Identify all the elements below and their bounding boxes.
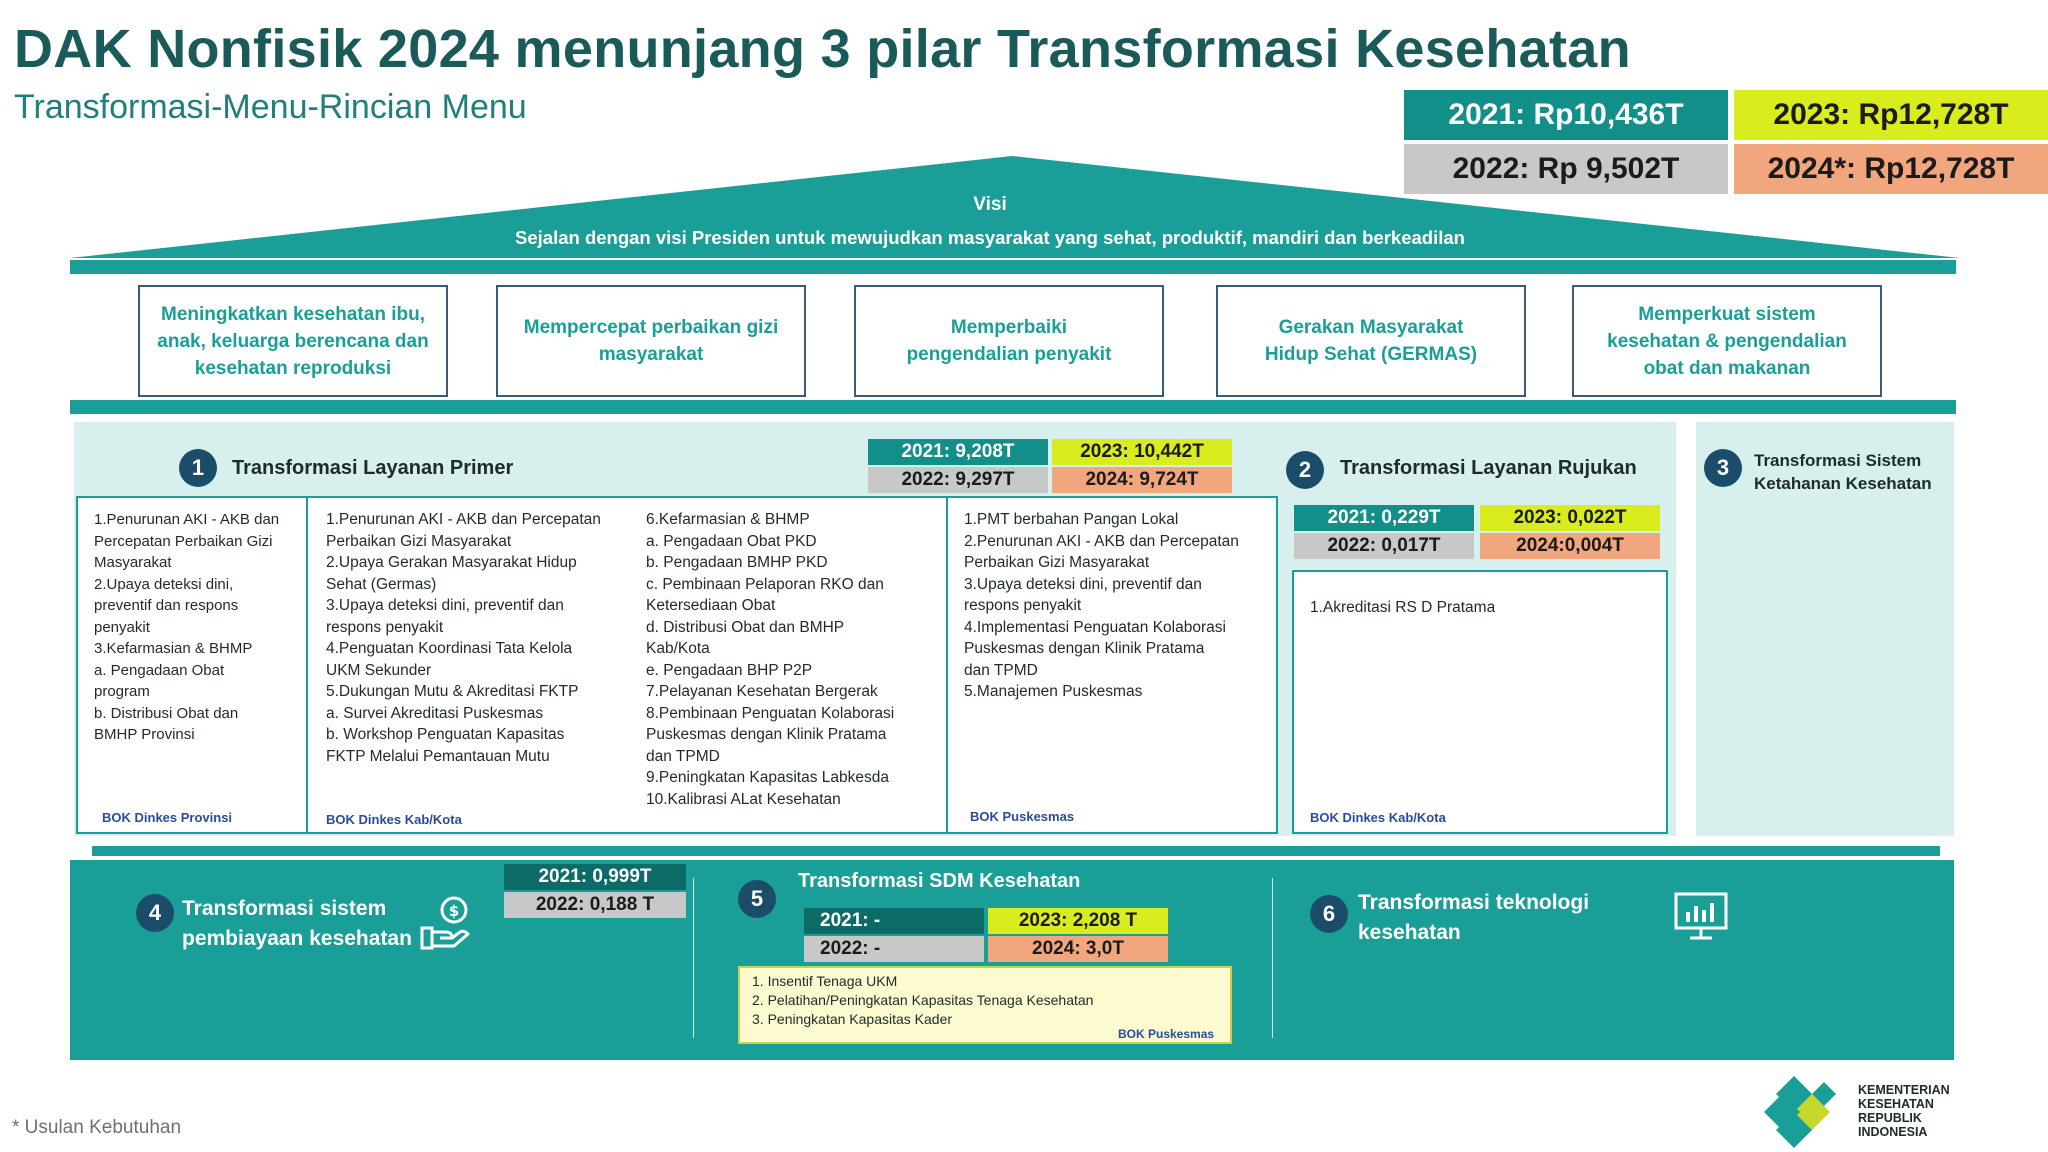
pillar1-budget-2024: 2024: 9,724T	[1052, 467, 1232, 493]
pillar4-title-line: Transformasi sistem	[182, 897, 387, 920]
page-subtitle: Transformasi-Menu-Rincian Menu	[14, 88, 527, 126]
pillar1-budget-2022: 2022: 9,297T	[868, 467, 1048, 493]
goal-line: Memperbaiki	[950, 317, 1068, 338]
bottom-band-line	[92, 846, 1940, 856]
goal-line: kesehatan & pengendalian	[1607, 330, 1847, 352]
goal-line: Hidup Sehat (GERMAS)	[1264, 344, 1478, 365]
list-item: 2.Upaya Gerakan Masyarakat Hidup	[326, 554, 577, 571]
total-2021: 2021: Rp10,436T	[1404, 90, 1728, 140]
floor-band	[70, 400, 1956, 414]
total-2024: 2024*: Rp12,728T	[1734, 144, 2048, 194]
goal-pengendalian-penyakit	[854, 285, 1164, 397]
goal-line: Memperkuat sistem	[1638, 303, 1816, 325]
goal-line: Gerakan Masyarakat	[1278, 317, 1464, 338]
pillar1-budget-2021: 2021: 9,208T	[868, 439, 1048, 465]
list-item: respons penyakit	[964, 597, 1082, 614]
pillar1-col2-source: BOK Dinkes Kab/Kota	[326, 812, 462, 827]
list-item: respons penyakit	[326, 618, 444, 636]
list-item: BMHP Provinsi	[94, 726, 195, 743]
pillar2-list	[1310, 597, 1495, 619]
list-item: 1.PMT berbahan Pangan Lokal	[964, 511, 1179, 528]
list-item: Sehat (Germas)	[326, 575, 437, 593]
list-item: Kab/Kota	[646, 640, 710, 657]
list-item: UKM Sekunder	[326, 661, 432, 679]
goal-kesehatan-ibu-anak	[138, 285, 448, 397]
pillar4-budget-2022: 2022: 0,188 T	[504, 892, 686, 918]
list-item: 1.Penurunan AKI - AKB dan Percepatan	[326, 511, 601, 528]
pillar5-source: BOK Puskesmas	[1118, 1027, 1215, 1041]
pillar5-title: Transformasi SDM Kesehatan	[798, 870, 1081, 892]
goal-sistem-kesehatan	[1572, 285, 1882, 397]
goal-line: masyarakat	[598, 344, 704, 365]
list-item: 7.Pelayanan Kesehatan Bergerak	[646, 683, 878, 700]
pillar1-col2-list	[326, 509, 601, 767]
list-item: c. Pembinaan Pelaporan RKO dan	[646, 575, 884, 593]
list-item: 1.Akreditasi RS D Pratama	[1310, 599, 1496, 616]
pillar2-budget-2023: 2023: 0,022T	[1480, 505, 1660, 531]
goal-line: pengendalian penyakit	[906, 344, 1112, 365]
goal-line: Meningkatkan kesehatan ibu,	[161, 303, 425, 325]
total-2023: 2023: Rp12,728T	[1734, 90, 2048, 140]
monitor-chart-icon	[1672, 890, 1730, 942]
pillar1-col1-source: BOK Dinkes Provinsi	[102, 810, 233, 825]
pillar5-number: 5	[738, 880, 776, 918]
page-title: DAK Nonfisik 2024 menunjang 3 pilar Transformasi Kesehatan	[14, 19, 1631, 79]
pillar6-title-line: Transformasi teknologi	[1358, 891, 1590, 914]
pillar3-title-line: Ketahanan Kesehatan	[1754, 474, 1932, 493]
pillar4-title-line: pembiayaan kesehatan	[182, 927, 412, 950]
hand-money-icon	[418, 894, 474, 952]
pillar5-budget-2024: 2024: 3,0T	[988, 936, 1168, 962]
pillar6-number: 6	[1310, 895, 1348, 933]
goal-line: obat dan makanan	[1643, 357, 1811, 379]
pillar2-title: Transformasi Layanan Rujukan	[1340, 457, 1637, 479]
list-item: dan TPMD	[964, 661, 1038, 679]
list-item: 3.Kefarmasian & BHMP	[94, 640, 253, 657]
list-item: b. Workshop Penguatan Kapasitas	[326, 726, 565, 743]
kemenkes-logo-icon	[1764, 1068, 1854, 1150]
pillar1-col1-list	[94, 509, 279, 746]
list-item: Ketersediaan Obat	[646, 597, 776, 614]
pillar1-col4-list	[964, 509, 1239, 703]
logo-text-line: REPUBLIK	[1858, 1111, 1922, 1125]
list-item: Perbaikan Gizi Masyarakat	[964, 554, 1150, 571]
list-item: a. Survei Akreditasi Puskesmas	[326, 704, 544, 722]
pillar1-col4-source: BOK Puskesmas	[970, 809, 1075, 824]
list-item: program	[94, 683, 150, 700]
goal-germas	[1216, 285, 1526, 397]
goal-line: Mempercepat perbaikan gizi	[523, 317, 779, 338]
list-item: b. Distribusi Obat dan	[94, 704, 239, 722]
pillar4-number: 4	[136, 894, 174, 932]
list-item: Puskesmas dengan Klinik Pratama	[964, 640, 1205, 657]
pillar5-budget-2021: 2021: -	[804, 908, 984, 934]
list-item: a. Pengadaan Obat PKD	[646, 532, 817, 550]
goal-line: kesehatan reproduksi	[194, 357, 392, 379]
pillar1-number: 1	[179, 449, 217, 487]
footnote: * Usulan Kebutuhan	[12, 1117, 182, 1138]
pillar2-number: 2	[1286, 451, 1324, 489]
divider	[693, 878, 694, 1038]
pillar2-budget-2024: 2024:0,004T	[1480, 533, 1660, 559]
pillar2-budget-2022: 2022: 0,017T	[1294, 533, 1474, 559]
list-item: 3.Upaya deteksi dini, preventif dan	[964, 575, 1202, 593]
list-item: 2.Upaya deteksi dini,	[94, 575, 234, 593]
list-item: 5.Dukungan Mutu & Akreditasi FKTP	[326, 683, 579, 700]
logo-text-line: INDONESIA	[1858, 1125, 1928, 1139]
goal-line: anak, keluarga berencana dan	[157, 330, 429, 352]
pillar3-number: 3	[1704, 449, 1742, 487]
list-item: 9.Peningkatan Kapasitas Labkesda	[646, 769, 890, 786]
list-item: 1.Penurunan AKI - AKB dan	[94, 511, 280, 528]
list-item: 1. Insentif Tenaga UKM	[752, 973, 898, 989]
pillar3-title-line: Transformasi Sistem	[1754, 451, 1922, 470]
divider	[1272, 878, 1273, 1038]
pillar5-list	[752, 972, 1093, 1029]
list-item: Percepatan Perbaikan Gizi	[94, 532, 273, 550]
logo-text	[1858, 1083, 1950, 1139]
list-item: 3. Peningkatan Kapasitas Kader	[752, 1011, 953, 1027]
pillar2-source: BOK Dinkes Kab/Kota	[1310, 810, 1446, 825]
list-item: 10.Kalibrasi ALat Kesehatan	[646, 790, 841, 808]
list-item: FKTP Melalui Pemantauan Mutu	[326, 747, 550, 765]
goal-gizi	[496, 285, 806, 397]
logo-text-line: KESEHATAN	[1858, 1097, 1934, 1111]
list-item: e. Pengadaan BHP P2P	[646, 661, 813, 679]
list-item: dan TPMD	[646, 747, 720, 765]
list-item: 6.Kefarmasian & BHMP	[646, 511, 810, 528]
pillar3-title	[1754, 449, 1932, 495]
logo-text-line: KEMENTERIAN	[1858, 1083, 1950, 1097]
list-item: 4.Implementasi Penguatan Kolaborasi	[964, 618, 1226, 636]
total-2022: 2022: Rp 9,502T	[1404, 144, 1728, 194]
pillar5-budget-2023: 2023: 2,208 T	[988, 908, 1168, 934]
list-item: b. Pengadaan BMHP PKD	[646, 554, 828, 571]
pillar5-budget-2022: 2022: -	[804, 936, 984, 962]
pillar1-col3-list	[646, 509, 894, 810]
list-item: Puskesmas dengan Klinik Pratama	[646, 726, 887, 743]
list-item: 2. Pelatihan/Peningkatan Kapasitas Tenaga Kesehatan	[752, 992, 1094, 1008]
list-item: Masyarakat	[94, 554, 172, 571]
visi-text: Sejalan dengan visi Presiden untuk mewujudkan masyarakat yang sehat, produktif, mandiri dan berkeadilan	[515, 227, 1465, 248]
pillar4-budget-2021: 2021: 0,999T	[504, 864, 686, 890]
list-item: a. Pengadaan Obat	[94, 661, 225, 679]
pillar6-title-line: kesehatan	[1358, 921, 1461, 944]
pillar1-budget-2023: 2023: 10,442T	[1052, 439, 1232, 465]
list-item: 3.Upaya deteksi dini, preventif dan	[326, 597, 564, 614]
pillar6-title	[1358, 888, 1589, 948]
list-item: d. Distribusi Obat dan BMHP	[646, 618, 845, 636]
list-item: penyakit	[94, 618, 150, 636]
list-item: 4.Penguatan Koordinasi Tata Kelola	[326, 640, 573, 657]
pillar2-budget-2021: 2021: 0,229T	[1294, 505, 1474, 531]
list-item: 2.Penurunan AKI - AKB dan Percepatan	[964, 532, 1239, 550]
pillar1-title: Transformasi Layanan Primer	[232, 457, 514, 479]
visi-label: Visi	[973, 194, 1007, 215]
list-item: 8.Pembinaan Penguatan Kolaborasi	[646, 704, 895, 722]
roof-band	[70, 260, 1956, 274]
list-item: Perbaikan Gizi Masyarakat	[326, 532, 512, 550]
list-item: preventif dan respons	[94, 597, 239, 614]
list-item: 5.Manajemen Puskesmas	[964, 683, 1143, 700]
svg-text:$: $	[448, 902, 460, 920]
pillar4-title	[182, 894, 412, 954]
